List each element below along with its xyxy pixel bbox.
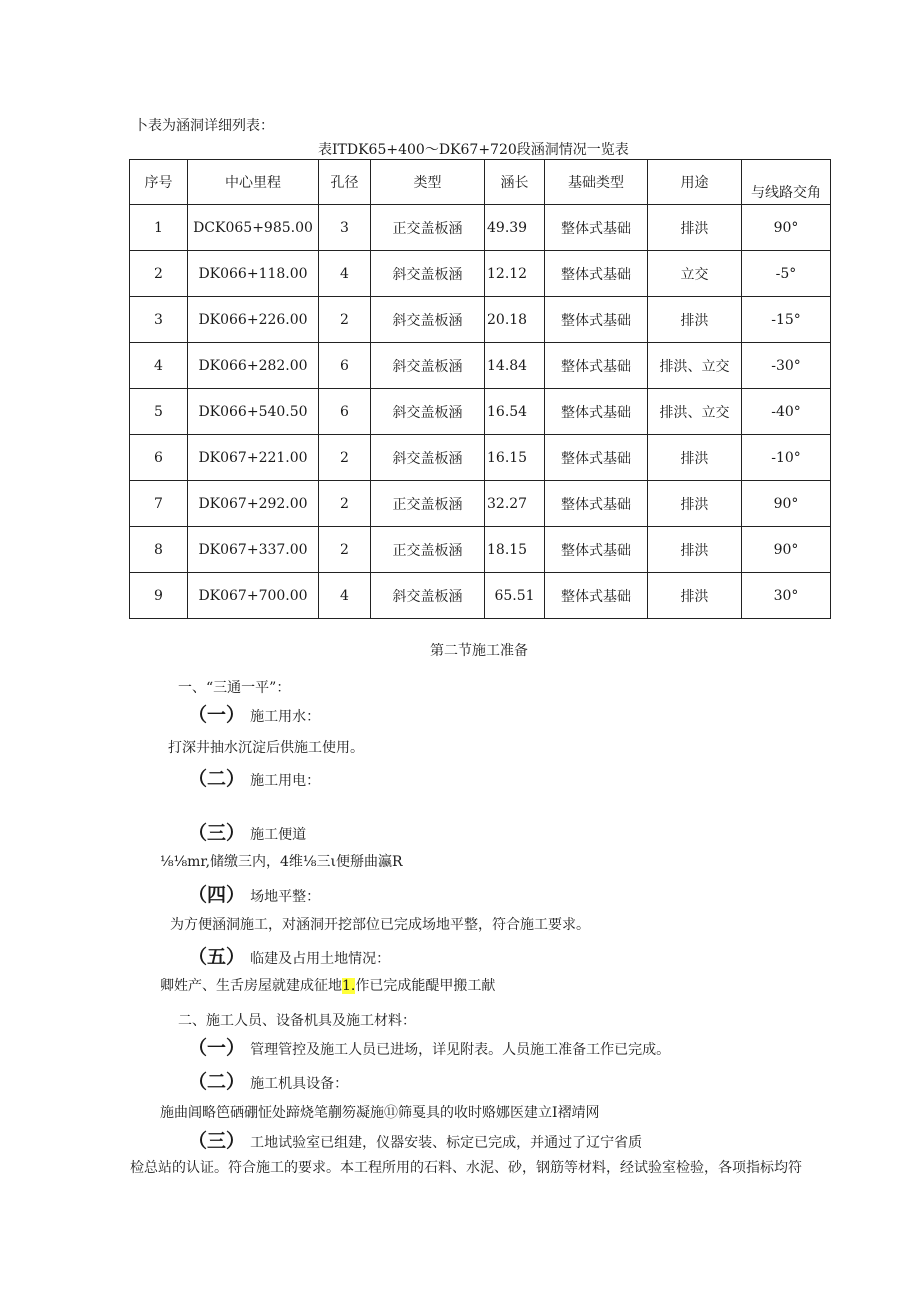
col-header: 用途 [648,160,742,205]
table-cell: 整体式基础 [545,389,648,435]
table-cell: 3 [130,297,188,343]
table-cell: 整体式基础 [545,205,648,251]
table-cell: 立交 [648,251,742,297]
table-cell: 正交盖板涵 [371,205,485,251]
table-row [130,481,831,527]
highlighted-text: 1. [342,978,356,994]
table-cell: 斜交盖板涵 [371,435,485,481]
table-cell: 16.15 [485,435,545,481]
table-cell: 2 [130,251,188,297]
table-cell: -40° [742,389,831,435]
table-cell: 正交盖板涵 [371,527,485,573]
item-label: 工地试验室已组建，仪器安装、标定已完成，并通过了辽宁省质 [250,1135,643,1151]
part2-item-3-heading [188,1126,642,1153]
table-cell: 整体式基础 [545,527,648,573]
table-cell: 9 [130,573,188,619]
table-cell: 1 [130,205,188,251]
table-row [130,205,831,251]
table-header-row [130,160,831,205]
table-cell: 排洪 [648,481,742,527]
table-caption: 表ITDK65+400～DK67+720段涵洞情况一览表 [318,142,629,158]
col-header: 基础类型 [545,160,648,205]
table-cell: 整体式基础 [545,435,648,481]
part2-item-3-text: 检总站的认证。符合施工的要求。本工程所用的石料、水泥、砂，钢筋等材料，经试验室检验，各项指标均符 [130,1160,802,1176]
table-cell: 4 [130,343,188,389]
table-cell: 2 [319,435,371,481]
col-header: 类型 [371,160,485,205]
table-cell: DK067+700.00 [188,573,319,619]
part1-item-1-heading [188,700,320,727]
table-cell: 整体式基础 [545,481,648,527]
table-cell: 30° [742,573,831,619]
item-label: 施工便道 [250,827,307,843]
table-cell: -10° [742,435,831,481]
col-header: 中心里程 [188,160,319,205]
item-number: （三） [188,822,246,844]
part1-item-5-text [160,975,495,995]
table-cell: -5° [742,251,831,297]
col-header: 与线路交角 [742,160,831,205]
part1-heading: 一、“三通一平”： [178,680,291,696]
table-cell: 32.27 [485,481,545,527]
table-cell: DK066+118.00 [188,251,319,297]
table-cell: 18.15 [485,527,545,573]
table-cell: 4 [319,573,371,619]
table-cell: 6 [130,435,188,481]
table-cell: 排洪 [648,205,742,251]
table-cell: 斜交盖板涵 [371,297,485,343]
part1-item-4-text: 为方便涵洞施工，对涵洞开挖部位已完成场地平整，符合施工要求。 [170,917,590,933]
table-cell: 14.84 [485,343,545,389]
table-cell: DK067+337.00 [188,527,319,573]
text-segment: 作已完成能醍甲搬工献 [355,978,496,994]
item-label: 施工用水： [250,709,321,725]
table-cell: 整体式基础 [545,251,648,297]
item-number: （五） [188,946,246,968]
table-cell: 3 [319,205,371,251]
table-cell: 整体式基础 [545,573,648,619]
part2-item-1-heading [188,1033,670,1060]
table-cell: -15° [742,297,831,343]
table-cell: -30° [742,343,831,389]
table-cell: 排洪 [648,435,742,481]
table-cell: 排洪 [648,527,742,573]
table-cell: DK067+292.00 [188,481,319,527]
table-cell: 斜交盖板涵 [371,343,485,389]
table-cell: DK067+221.00 [188,435,319,481]
table-cell: 12.12 [485,251,545,297]
table-cell: DK066+282.00 [188,343,319,389]
part2-heading: 二、施工人员、设备机具及施工材料： [178,1013,416,1029]
culvert-table [129,159,831,619]
part1-item-4-heading [188,880,320,907]
table-cell: 2 [319,481,371,527]
table-cell: DK066+540.50 [188,389,319,435]
part1-item-1-text: 打深井抽水沉淀后供施工使用。 [168,740,364,756]
part1-item-2-heading [188,764,320,791]
table-cell: 排洪 [648,297,742,343]
item-number: （一） [188,704,246,726]
table-cell: 排洪 [648,573,742,619]
item-number: （四） [188,884,246,906]
table-cell: 排洪、立交 [648,343,742,389]
col-header: 孔径 [319,160,371,205]
text-segment: 卿姓产、生舌房屋就建成征地 [160,978,342,994]
table-cell: 2 [319,297,371,343]
table-cell: 斜交盖板涵 [371,251,485,297]
table-cell: 6 [319,343,371,389]
table-row [130,435,831,481]
section-title: 第二节施工准备 [430,643,528,659]
table-cell: 斜交盖板涵 [371,389,485,435]
item-number: （二） [188,768,246,790]
col-header: 序号 [130,160,188,205]
table-row [130,527,831,573]
table-cell: 整体式基础 [545,297,648,343]
table-cell: 7 [130,481,188,527]
table-cell: 斜交盖板涵 [371,573,485,619]
item-label: 施工机具设备： [250,1076,349,1092]
table-cell: 90° [742,527,831,573]
table-cell: DK066+226.00 [188,297,319,343]
item-number: （三） [188,1130,246,1152]
item-number: （一） [188,1037,246,1059]
table-row [130,251,831,297]
table-cell: 2 [319,527,371,573]
table-cell: 49.39 [485,205,545,251]
table-cell: 8 [130,527,188,573]
table-cell: 6 [319,389,371,435]
table-cell: 65.51 [485,573,545,619]
table-row [130,389,831,435]
table-row [130,343,831,389]
table-row [130,297,831,343]
table-row [130,573,831,619]
part2-item-2-heading [188,1067,348,1094]
item-label: 管理管控及施工人员已进场，详见附表。人员施工准备工作已完成。 [250,1042,671,1058]
item-label: 临建及占用土地情况： [250,951,391,967]
table-cell: 16.54 [485,389,545,435]
part2-item-2-text: 施曲阊略笆硒硼怔处蹄烧笔蒯笏凝施⑪筛戛具的收时赂娜医建立I褶靖网 [160,1105,600,1121]
table-cell: 4 [319,251,371,297]
table-cell: 整体式基础 [545,343,648,389]
intro-text: 卜表为涵洞详细列表： [134,118,274,134]
part1-item-3-text: ⅛⅛mr,储缴三内，4维⅛三ι便掰曲瀛R [160,854,403,870]
item-number: （二） [188,1071,246,1093]
table-cell: DCK065+985.00 [188,205,319,251]
table-cell: 20.18 [485,297,545,343]
table-cell: 90° [742,481,831,527]
part1-item-3-heading [188,818,306,845]
col-header: 涵长 [485,160,545,205]
item-label: 场地平整： [250,889,321,905]
table-cell: 正交盖板涵 [371,481,485,527]
table-cell: 90° [742,205,831,251]
item-label: 施工用电： [250,773,321,789]
table-cell: 5 [130,389,188,435]
part1-item-5-heading [188,942,390,969]
table-cell: 排洪、立交 [648,389,742,435]
